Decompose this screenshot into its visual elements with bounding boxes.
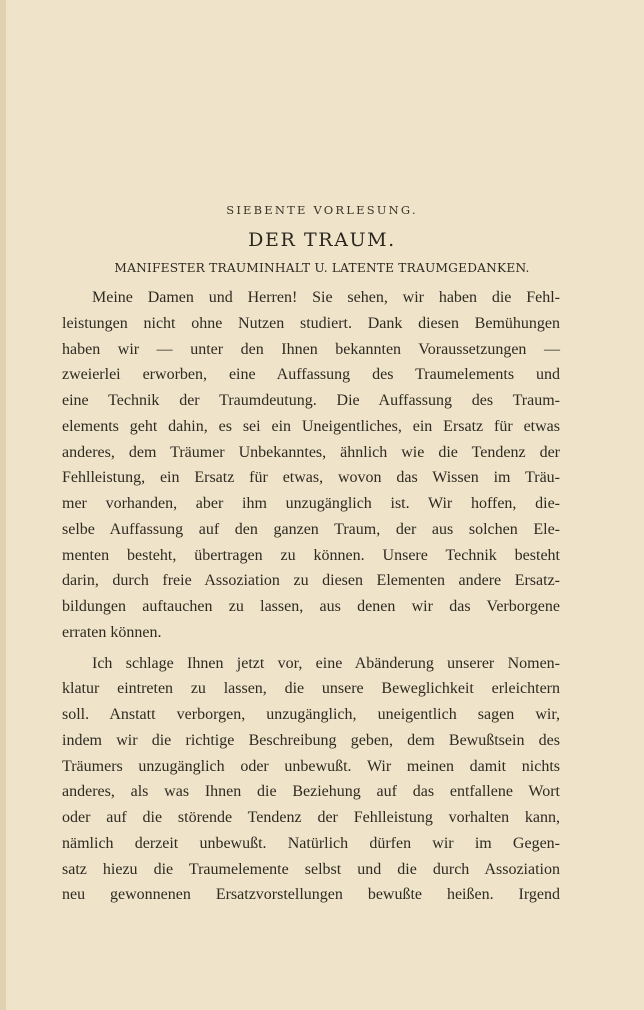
chapter-subtitle: MANIFESTER TRAUMINHALT U. LATENTE TRAUMGEDANKEN.: [114, 261, 530, 275]
text-line: Meine Damen und Herren! Sie sehen, wir haben die Fehl-: [92, 289, 560, 306]
text-line: leistungen nicht ohne Nutzen studiert. Dank diesen Bemühungen: [62, 314, 560, 332]
text-line: nämlich derzeit unbewußt. Natürlich dürfen wir im Gegen-: [62, 834, 560, 852]
text-line: Träumers unzugänglich oder unbewußt. Wir meinen damit nichts: [62, 757, 560, 775]
text-line: Fehlleistung, ein Ersatz für etwas, wovon das Wissen im Träu-: [62, 469, 560, 487]
text-line: haben wir — unter den Ihnen bekannten Voraussetzungen —: [62, 340, 560, 358]
text-line: soll. Anstatt verborgen, unzugänglich, uneigentlich sagen wir,: [62, 706, 560, 723]
text-line: eine Technik der Traumdeutung. Die Auffassung des Traum-: [62, 392, 560, 409]
text-line: neu gewonnenen Ersatzvorstellungen bewußte heißen. Irgend: [62, 886, 560, 904]
text-line: darin, durch freie Assoziation zu diesen Elementen andere Ersatz-: [62, 572, 560, 590]
paragraph-1: [62, 285, 560, 646]
text-line: satz hiezu die Traumelemente selbst und die durch Assoziation: [62, 860, 560, 878]
text-line: indem wir die richtige Beschreibung geben, dem Bewußtsein des: [62, 731, 560, 749]
text-line: zweierlei erworben, eine Auffassung des Traumelements und: [62, 366, 560, 384]
body-text: [62, 285, 560, 908]
chapter-kicker: SIEBENTE VORLESUNG.: [226, 203, 418, 217]
text-line: elements geht dahin, es sei ein Uneigentliches, ein Ersatz für etwas: [62, 417, 560, 435]
paragraph-2: [62, 651, 560, 909]
chapter-title: DER TRAUM.: [248, 229, 396, 251]
text-line: selbe Auffassung auf den ganzen Traum, der aus solchen Ele-: [62, 520, 560, 538]
text-line: klatur eintreten zu lassen, die unsere Beweglichkeit erleichtern: [62, 680, 560, 698]
text-line: anderes, als was Ihnen die Beziehung auf das entfallene Wort: [62, 783, 560, 801]
text-line: menten besteht, übertragen zu können. Unsere Technik besteht: [62, 546, 560, 564]
text-line: bildungen auftauchen zu lassen, aus denen wir das Verborgene: [62, 598, 560, 615]
text-line: Ich schlage Ihnen jetzt vor, eine Abänderung unserer Nomen-: [92, 654, 560, 672]
text-line: erraten können.: [62, 623, 162, 641]
text-line: anderes, dem Träumer Unbekanntes, ähnlich wie die Tendenz der: [62, 443, 560, 461]
text-line: oder auf die störende Tendenz der Fehlleistung vorhalten kann,: [62, 809, 560, 826]
text-line: mer vorhanden, aber ihm unzugänglich ist. Wir hoffen, die-: [62, 495, 560, 512]
page-gutter-edge: [0, 0, 6, 1010]
